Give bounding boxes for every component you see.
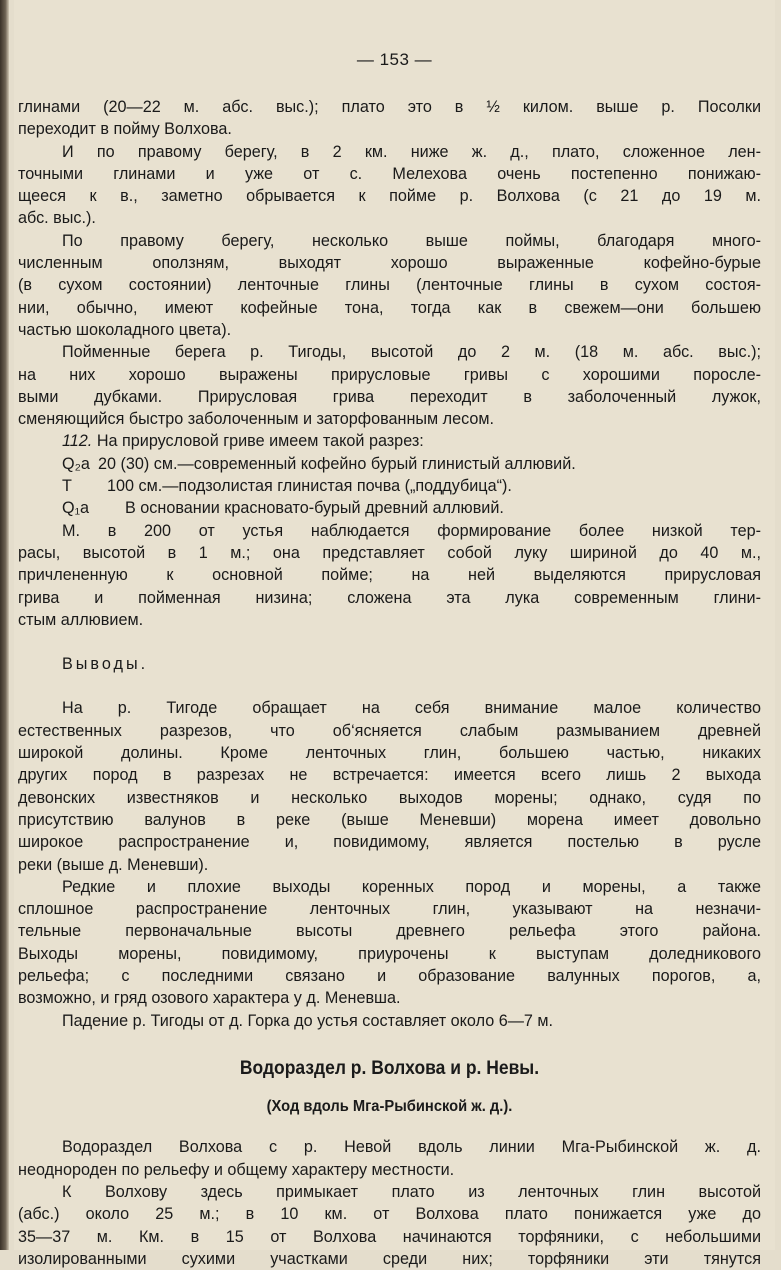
paragraph <box>18 96 761 141</box>
paragraphs-top <box>18 96 761 430</box>
text-line: переходит в пойму Волхова. <box>18 120 232 139</box>
text-line: (в сухом состоянии) ленточные глины (ленточные глины в сухом состоя- <box>18 276 761 295</box>
text-line: неоднороден по рельефу и общему характеру местности. <box>18 1160 455 1179</box>
stratum-row <box>62 453 761 475</box>
section-title: Водораздел р. Волхова и р. Невы. <box>239 1057 540 1079</box>
text-line: абс. выс.). <box>18 209 96 228</box>
text-line: сменяющийся быстро заболоченным и заторфованным лесом. <box>18 410 495 429</box>
text-line: на них хорошо выражены прирусловые гривы с хорошими поросле- <box>18 365 761 384</box>
book-page <box>14 0 775 1268</box>
text-line: М. в 200 от устья наблюдается формирование более низкой тер- <box>62 521 761 540</box>
text-line: (абс.) около 25 м.; в 10 км. от Волхова плато понижается уже до <box>18 1205 761 1224</box>
text-line: изолированными сухими участками среди них; торфяники эти тянутся <box>18 1249 761 1268</box>
text-line: численным оползням, выходят хорошо выраженные кофейно-бурые <box>18 254 761 273</box>
text-line: стым аллювием. <box>18 610 144 629</box>
paragraphs-conclusions <box>18 697 761 1031</box>
paragraph <box>18 230 761 341</box>
text-line: Водораздел Волхова с р. Невой вдоль линии Мга-Рыбинской ж. д. <box>62 1138 761 1157</box>
text-line: причлененную к основной пойме; на ней выделяются прирусловая <box>18 566 761 585</box>
stratum-depth: 100 <box>98 477 135 496</box>
stratum-text: см.—подзолистая глинистая почва („поддубица“). <box>138 477 512 496</box>
paragraph <box>18 1010 761 1032</box>
stratum-depth <box>98 497 121 519</box>
paragraph <box>18 520 761 631</box>
paragraph <box>18 341 761 430</box>
text-line: грива и пойменная низина; сложена эта лука современным глини- <box>18 588 761 607</box>
text-line: расы, высотой в 1 м.; она представляет собой луку шириной до 40 м., <box>18 543 761 562</box>
text-line: выми дубками. Прирусловая грива переходит в заболоченный лужок, <box>18 387 761 406</box>
text-line: широкое распространение и, повидимому, является постелью в русле <box>18 833 761 852</box>
text-line: широкой долины. Кроме ленточных глин, большею частью, никаких <box>18 744 761 763</box>
section-112-intro-text: На прирусловой гриве имеем такой разрез: <box>96 432 424 451</box>
stratum-text: см.—современный кофейно бурый глинистый аллювий. <box>153 454 576 473</box>
text-line: Выходы морены, повидимому, приурочены к выступам доледникового <box>18 944 761 963</box>
text-line: И по правому берегу, в 2 км. ниже ж. д., плато, сложенное лен- <box>62 142 761 161</box>
text-line: глинами (20—22 м. абс. выс.); плато это в ½ килом. выше р. Посолки <box>18 98 761 116</box>
text-line: точными глинами и уже от с. Мелехова очень постепенно понижаю- <box>18 164 761 183</box>
strata-list <box>18 453 761 520</box>
text-line: На р. Тигоде обращает на себя внимание малое количество <box>62 699 761 718</box>
paragraph <box>18 876 761 1010</box>
text-line: частью шоколадного цвета). <box>18 320 232 339</box>
text-line: реки (выше д. Меневши). <box>18 855 209 874</box>
stratum-code: Q₂a <box>62 454 90 473</box>
paragraphs-mid <box>18 520 761 631</box>
text-line: Падение р. Тигоды от д. Горка до устья составляет около 6—7 м. <box>62 1011 554 1030</box>
text-line: тельные первоначальные высоты древнего рельефа этого района. <box>18 922 761 941</box>
section-112 <box>18 430 761 519</box>
text-line: рельефа; с последними связано и образование валунных порогов, а, <box>18 966 761 985</box>
stratum-depth: 20 (30) <box>98 454 150 473</box>
paragraph <box>18 1136 761 1181</box>
text-line: 35—37 м. Км. в 15 от Волхова начинаются торфяники, с небольшими <box>18 1227 761 1246</box>
section-subtitle: (Ход вдоль Мга-Рыбинской ж. д.). <box>266 1098 513 1116</box>
stratum-row <box>62 497 761 519</box>
stratum-code: Q₁a <box>62 499 90 518</box>
paragraph <box>18 1181 761 1270</box>
text-line: других пород в разрезах не встречается: имеется всего лишь 2 выхода <box>18 766 761 785</box>
section-112-intro <box>18 430 761 452</box>
text-line: По правому берегу, несколько выше поймы, благодаря много- <box>62 231 761 250</box>
stratum-row <box>62 475 761 497</box>
conclusions-heading: Выводы. <box>62 655 149 674</box>
text-line: К Волхову здесь примыкает плато из ленточных глин высотой <box>62 1183 761 1202</box>
page-body <box>18 96 761 1270</box>
text-line: сплошное распространение ленточных глин, указывают на незначи- <box>18 900 761 919</box>
text-line: девонских известняков и несколько выходов морены; однако, судя по <box>18 788 761 807</box>
text-line: Пойменные берега р. Тигоды, высотой до 2 м. (18 м. абс. выс.); <box>62 343 761 362</box>
stratum-code: T <box>62 477 72 496</box>
section-112-number: 112. <box>62 432 93 451</box>
text-line: присутствию валунов в реке (выше Меневши) морена имеет довольно <box>18 810 761 829</box>
paragraph <box>18 141 761 230</box>
text-line: естественных разрезов, что об‘ясняется слабым размыванием древней <box>18 721 761 740</box>
text-line: щееся к в., заметно обрывается к пойме р. Волхова (с 21 до 19 м. <box>18 187 761 206</box>
book-spine-shadow <box>0 0 9 1250</box>
stratum-text: В основании красновато-бурый древний аллювий. <box>125 499 504 518</box>
paragraph <box>18 697 761 875</box>
page-number: — 153 — <box>356 50 433 69</box>
text-line: возможно, и гряд озового характера у д. Меневша. <box>18 989 401 1008</box>
text-line: нии, обычно, имеют кофейные тона, тогда как в свежем—они большею <box>18 298 761 317</box>
text-line: Редкие и плохие выходы коренных пород и морены, а также <box>62 877 761 896</box>
